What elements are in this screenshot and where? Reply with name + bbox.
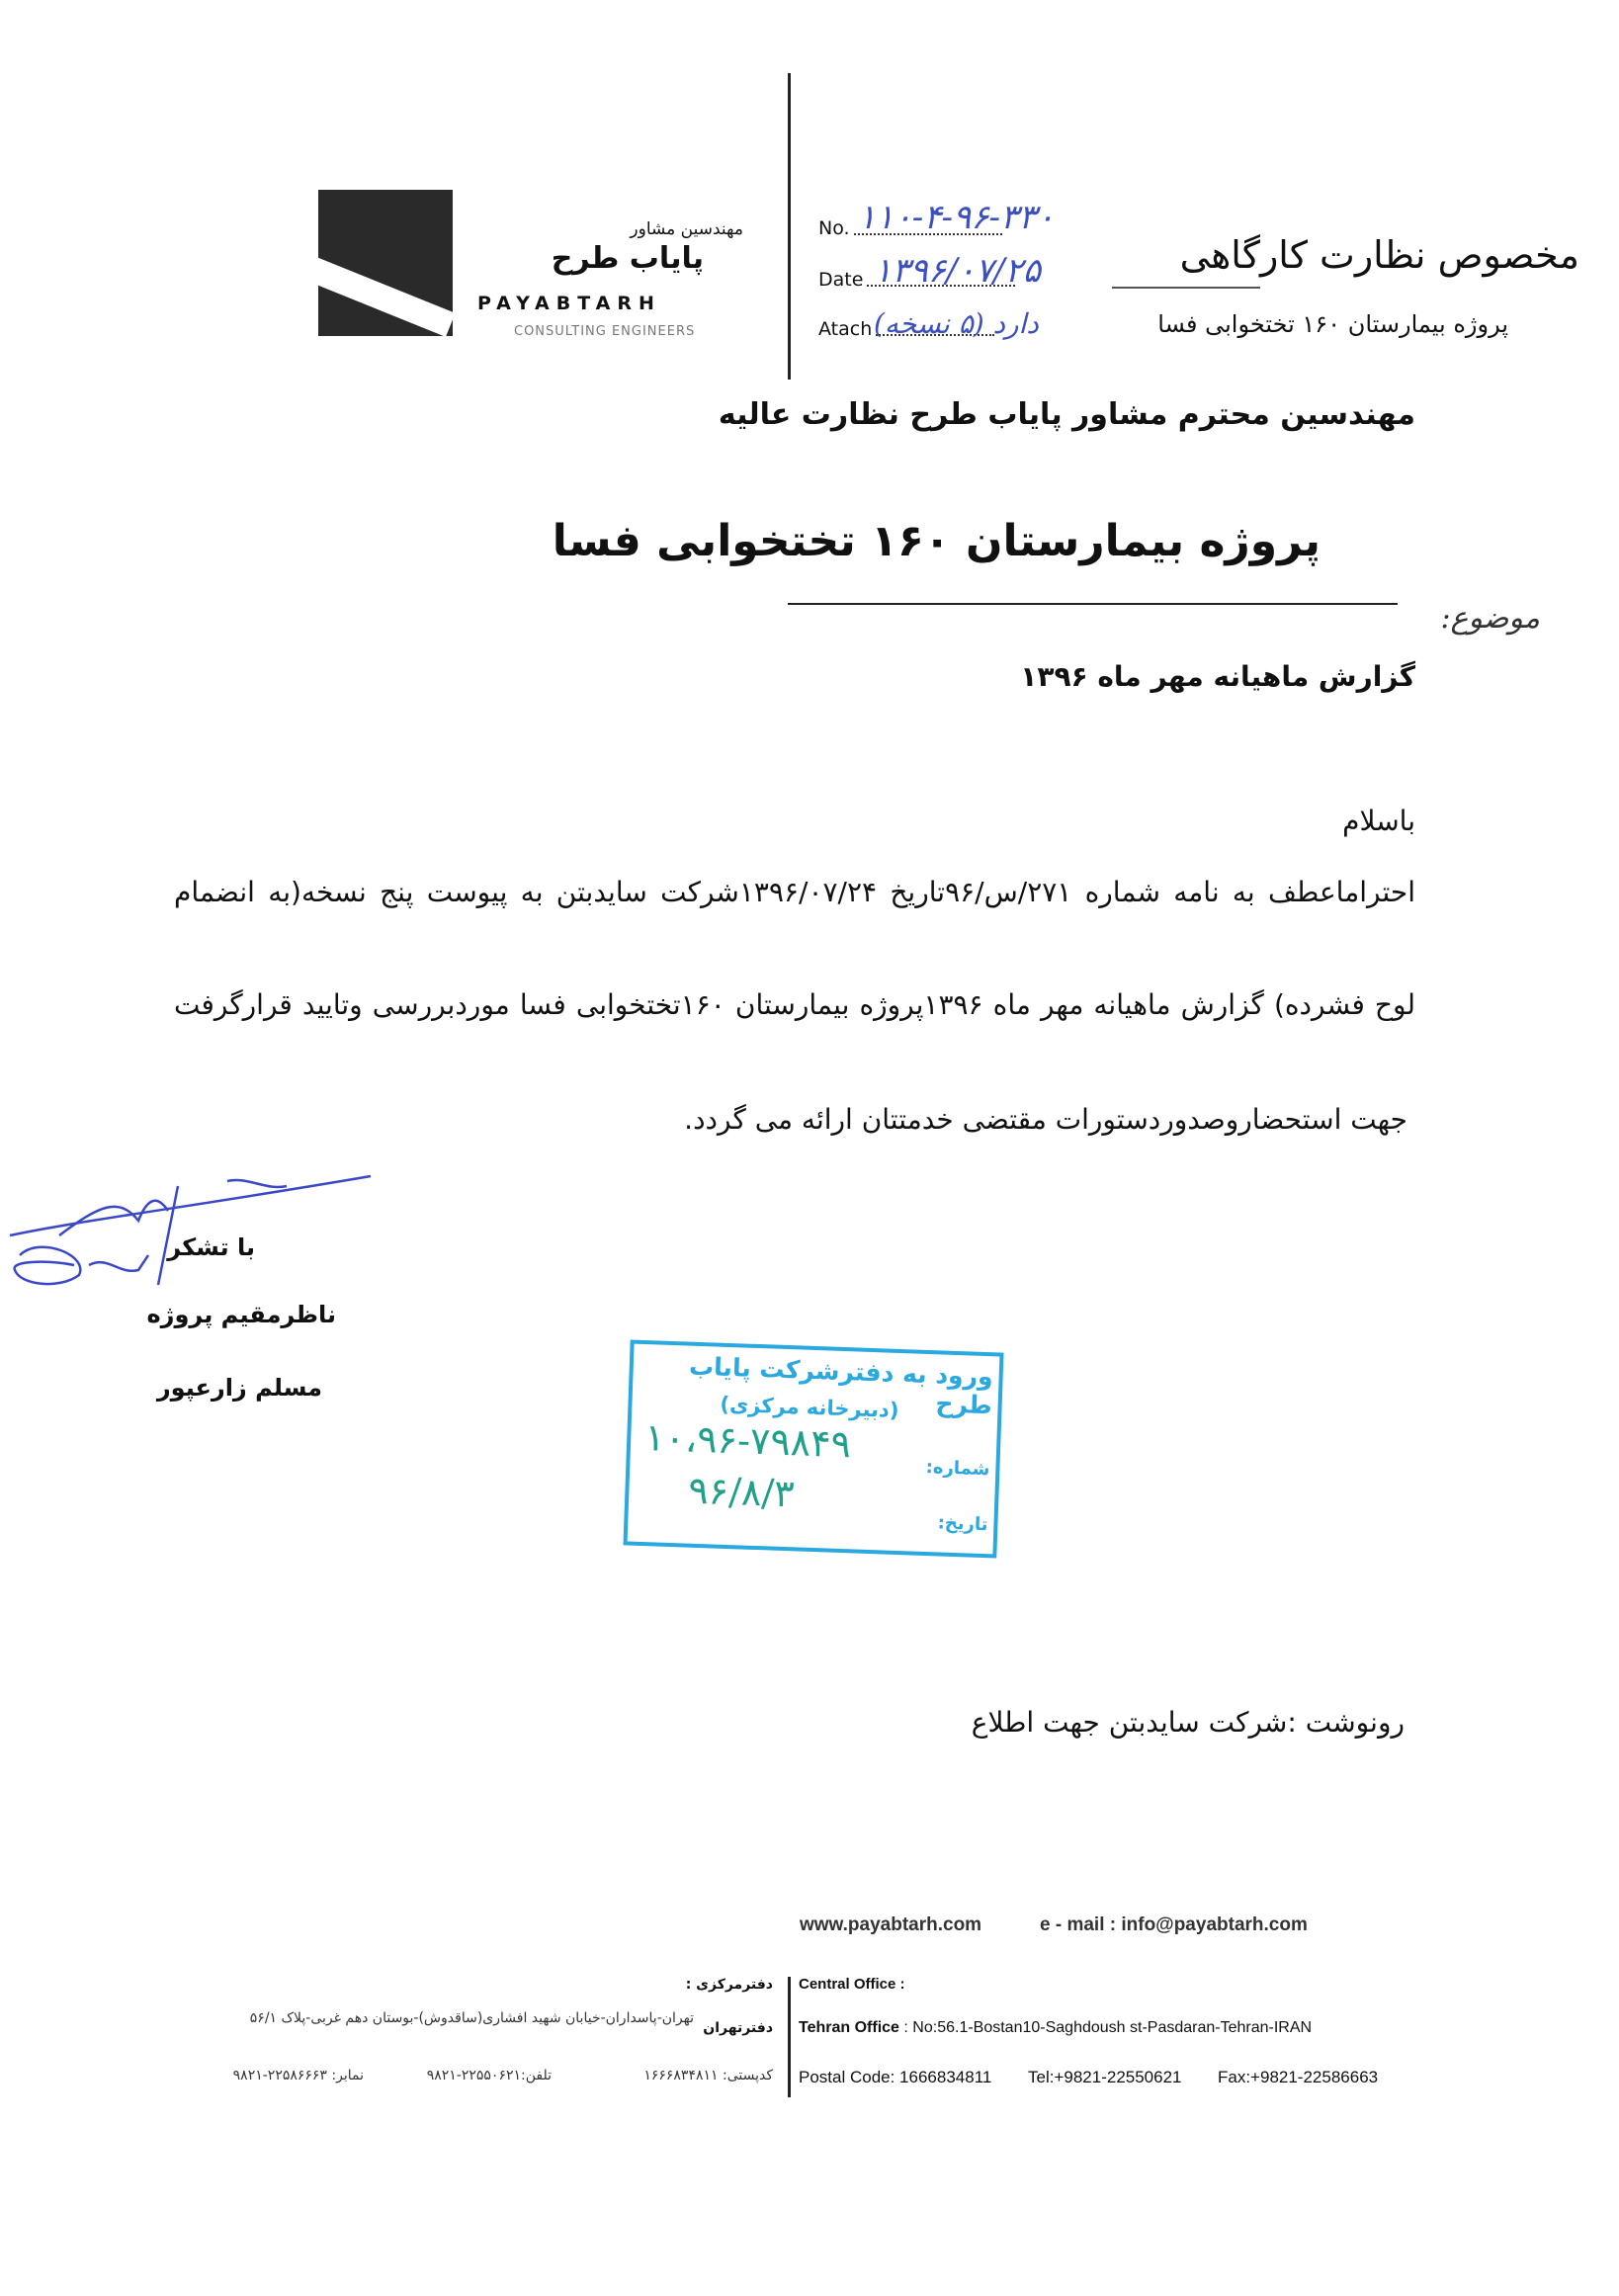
subject: گزارش ماهیانه مهر ماه ۱۳۹۶ bbox=[1020, 660, 1415, 693]
letter-number bbox=[818, 198, 1055, 239]
body-line: احتراماعطف به نامه شماره ۲۷۱/س/۹۶تاریخ ۱۳۹۶/۰۷/۲۴شرکت سایدبتن به پیوست پنج نسخه(به انضمام bbox=[174, 876, 1415, 908]
company-logo-mark bbox=[318, 190, 453, 336]
project-title: پروژه بیمارستان ۱۶۰ تختخوابی فسا bbox=[552, 516, 1321, 566]
closing-role: ناظرمقیم پروژه bbox=[146, 1301, 336, 1328]
logo-fa-name: پایاب طرح bbox=[551, 241, 704, 276]
stamp-number-value: ۱۰،۹۶-۷۹۸۴۹ bbox=[643, 1415, 852, 1467]
footer-fa-postal: کدپستی: ۱۶۶۶۸۳۴۸۱۱ bbox=[643, 2068, 773, 2083]
recipient: مهندسین محترم مشاور پایاب طرح نظارت عالیه bbox=[718, 397, 1415, 432]
closing-name: مسلم زارعپور bbox=[156, 1374, 322, 1402]
letter-date-label: Date bbox=[818, 269, 864, 291]
footer-central-label: Central Office : bbox=[799, 1976, 905, 1993]
letter-date bbox=[818, 251, 1042, 291]
stamp-date-label: تاریخ: bbox=[937, 1512, 988, 1536]
footer-website[interactable]: www.payabtarh.com bbox=[800, 1914, 982, 1935]
header-title-underline bbox=[1112, 287, 1260, 289]
footer-fa-tel: تلفن:۲۲۵۵۰۶۲۱-۹۸۲۱ bbox=[426, 2068, 552, 2083]
stamp-line2: (دبیرخانه مرکزی) bbox=[720, 1392, 899, 1422]
letter-date-value: ۱۳۹۶/۰۷/۲۵ bbox=[874, 251, 1042, 291]
stamp-line1: ورود به دفترشرکت پایاب طرح bbox=[688, 1351, 994, 1420]
footer-tehran-office bbox=[799, 2019, 1312, 2037]
body-line: لوح فشرده) گزارش ماهیانه مهر ماه ۱۳۹۶پروژه بیمارستان ۱۶۰تختخوابی فسا موردبررسی وتایید قرارگرفت bbox=[174, 988, 1415, 1021]
greeting: باسلام bbox=[1342, 805, 1415, 837]
letter-number-value: ۱۱۰-۴-۹۶-۳۳۰ bbox=[858, 198, 1055, 237]
logo-fa-subtitle: مهندسین مشاور bbox=[630, 219, 743, 239]
footer-postal: Postal Code: 1666834811 bbox=[799, 2068, 992, 2086]
letter-attachment bbox=[818, 307, 1039, 340]
footer-fa-tehran-label: دفترتهران bbox=[703, 2020, 773, 2036]
stamp-number-label: شماره: bbox=[925, 1456, 990, 1481]
header-title: مخصوص نظارت کارگاهی bbox=[1179, 233, 1579, 277]
letter-attachment-value: دارد (۵ نسخه) bbox=[874, 307, 1039, 340]
cc-note: رونوشت :شرکت سایدبتن جهت اطلاع bbox=[971, 1706, 1405, 1739]
body-line: جهت استحضاروصدوردستورات مقتضی خدمتتان ارائه می گردد. bbox=[684, 1103, 1407, 1136]
footer-divider bbox=[788, 1977, 791, 2097]
subject-label: موضوع: bbox=[1440, 601, 1540, 636]
footer-tel: Tel:+9821-22550621 bbox=[1028, 2068, 1182, 2086]
header-project: پروژه بیمارستان ۱۶۰ تختخوابی فسا bbox=[1157, 310, 1508, 338]
closing-thanks: با تشکر bbox=[167, 1233, 255, 1261]
header-divider bbox=[788, 73, 791, 380]
footer-fa-address: تهران-پاسداران-خیابان شهید افشاری(ساقدوش)-بوستان دهم غربی-پلاک ۵۶/۱ bbox=[249, 2010, 694, 2026]
logo-en-name: PAYABTARH bbox=[477, 293, 661, 314]
subject-line bbox=[788, 603, 1398, 605]
stamp-date-value: ۹۶/۸/۳ bbox=[687, 1468, 796, 1516]
reception-stamp bbox=[623, 1339, 1003, 1558]
footer-fa-fax: نمابر: ۲۲۵۸۶۶۶۳-۹۸۲۱ bbox=[232, 2068, 364, 2083]
footer-fa-central-label: دفترمرکزی : bbox=[685, 1977, 773, 1993]
logo-en-subtitle: CONSULTING ENGINEERS bbox=[514, 324, 696, 339]
letter-number-label: No. bbox=[818, 217, 850, 239]
footer-email[interactable]: e - mail : info@payabtarh.com bbox=[1040, 1914, 1308, 1935]
footer-tehran-label: Tehran Office bbox=[799, 2019, 899, 2036]
letter-attachment-label: Atach bbox=[818, 318, 873, 340]
footer-tehran-address: : No:56.1-Bostan10-Saghdoush st-Pasdaran-Tehran-IRAN bbox=[903, 2019, 1313, 2036]
footer-fax: Fax:+9821-22586663 bbox=[1218, 2068, 1379, 2086]
